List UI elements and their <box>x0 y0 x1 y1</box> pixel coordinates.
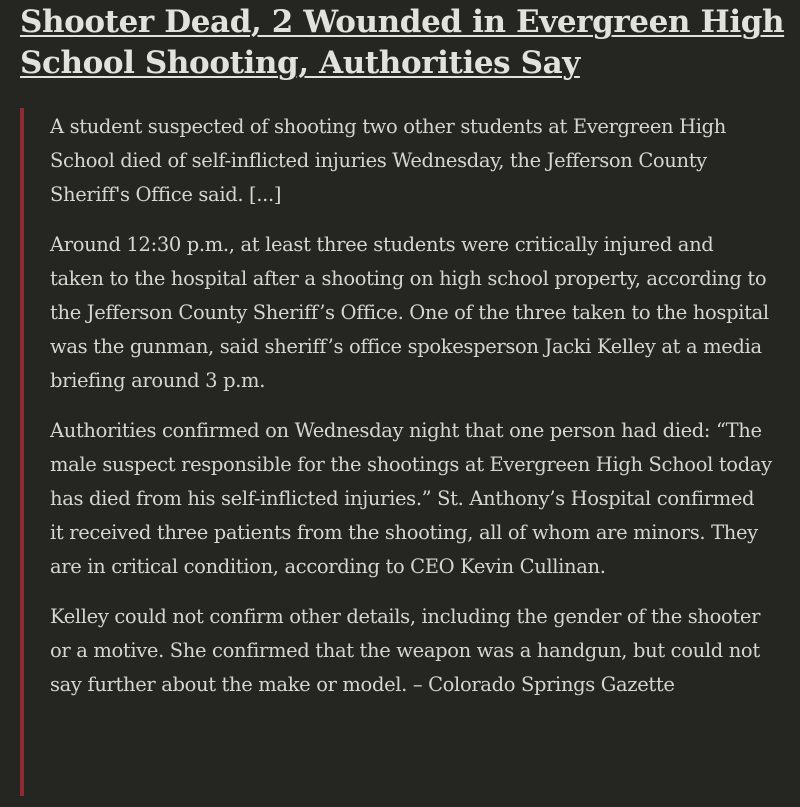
quote-paragraph-3: Authorities confirmed on Wednesday night that one person had died: “The male suspect responsible for the shootings at Evergreen High School today has died from his self-inflicted injuries.” St. Anthony’s Hospital confirmed it received three patients from the shooting, all of whom are minors. They are in critical condition, according to CEO Kevin Cullinan. <box>50 419 772 578</box>
quote-paragraph-1: A student suspected of shooting two other students at Evergreen High School died of self-inflicted injuries Wednesday, the Jefferson County Sheriff's Office said. [...] <box>50 115 726 206</box>
headline <box>20 2 790 84</box>
quote-paragraph-2: Around 12:30 p.m., at least three students were critically injured and taken to the hospital after a shooting on high school property, according to the Jefferson County Sheriff’s Office. One of the three taken to the hospital was the gunman, said sheriff’s office spokesperson Jacki Kelley at a media briefing around 3 p.m. <box>50 233 769 392</box>
quote-paragraph-4: Kelley could not confirm other details, including the gender of the shooter or a motive. She confirmed that the weapon was a handgun, but could not say further about the make or model. – Colorado Springs Gazette <box>50 605 761 696</box>
article-quote <box>20 108 795 796</box>
headline-link[interactable]: Shooter Dead, 2 Wounded in Evergreen High School Shooting, Authorities Say <box>20 4 785 81</box>
